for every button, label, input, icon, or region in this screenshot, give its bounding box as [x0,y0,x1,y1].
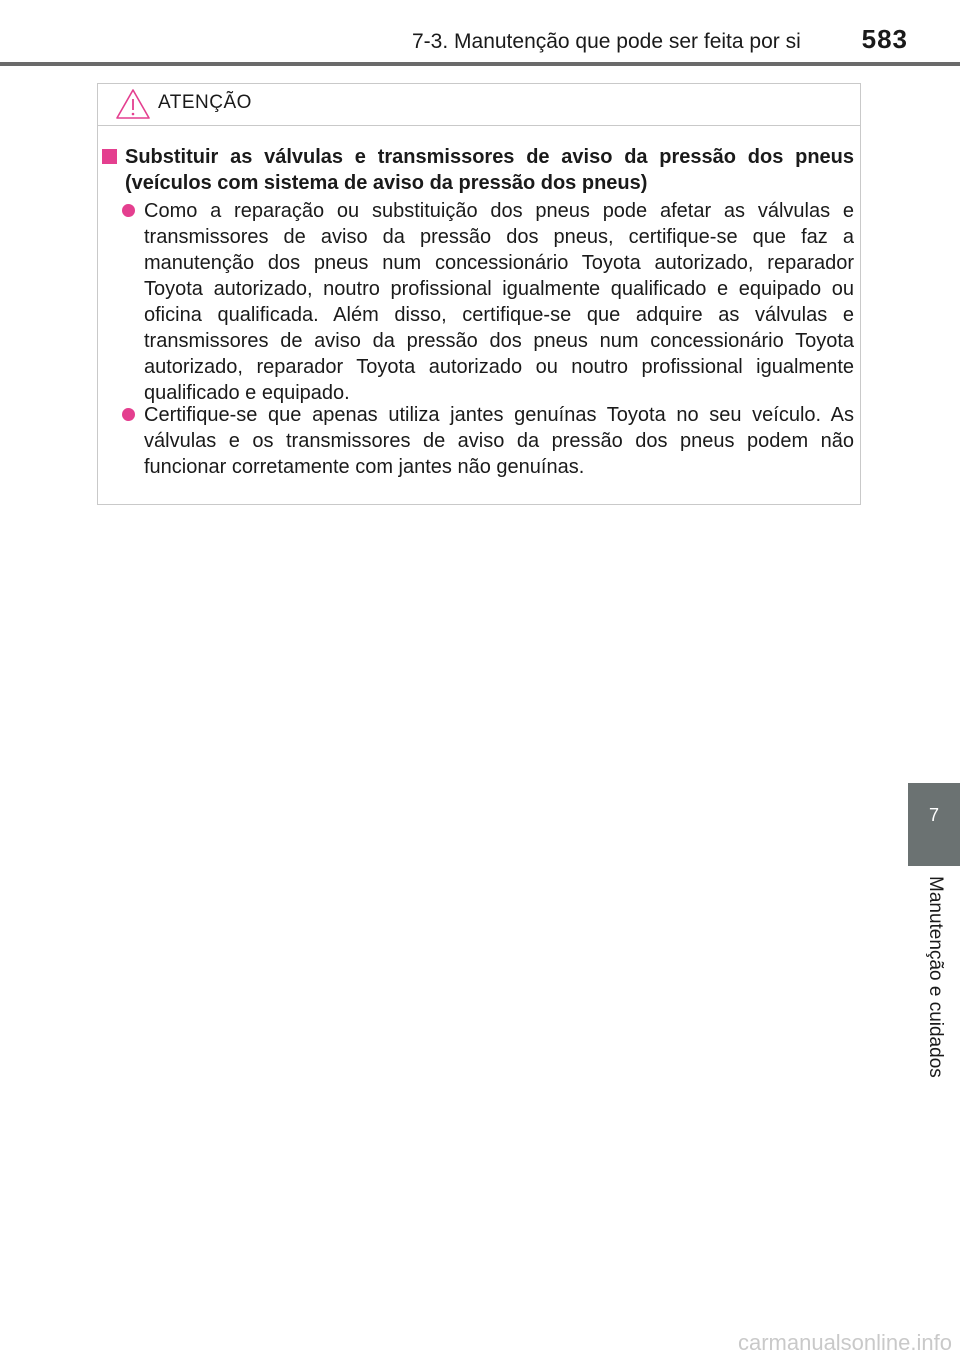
warning-header [98,84,860,126]
page-number: 583 [861,24,908,54]
dot-bullet-icon [122,204,135,217]
header-rule [0,62,960,66]
chapter-title-vertical: Manutenção e cuidados [925,876,946,1078]
site-watermark: carmanualsonline.info [737,1330,952,1355]
bullet-text: Certifique-se que apenas utiliza jantes genuínas Toyota no seu veículo. As válvulas e os transmissores de aviso da pressão dos pneus podem não funcionar corretamente com jantes não genuínas. [144,404,854,478]
warning-title: ATENÇÃO [158,92,252,113]
chapter-tab-number: 7 [928,805,939,825]
header-section-title: 7-3. Manutenção que pode ser feita por si [412,30,801,53]
warning-triangle-icon [115,88,151,120]
square-bullet-icon [102,149,117,164]
dot-bullet-icon [122,408,135,421]
chapter-tab[interactable] [908,783,960,866]
section-heading-text: Substituir as válvulas e transmissores de aviso da pressão dos pneus (veículos com sistema de aviso da pressão dos pneus) [125,146,854,194]
section-heading [102,144,854,196]
bullet-item [122,402,854,480]
bullet-item [122,198,854,406]
warning-box [97,83,861,505]
bullet-text: Como a reparação ou substituição dos pneus pode afetar as válvulas e transmissores de aviso da pressão dos pneus, certifique-se que faz a manutenção dos pneus num concessionário Toyota autorizado, reparador Toyota autorizado, noutro profissional igualmente qualificado e equipado ou oficina qualificada. Além disso, certifique-se que adquire as válvulas e transmissores de aviso da pressão dos pneus num concessionário Toyota autorizado, reparador Toyota autorizado ou noutro profissional igualmente qualificado e equipado. [144,200,854,404]
